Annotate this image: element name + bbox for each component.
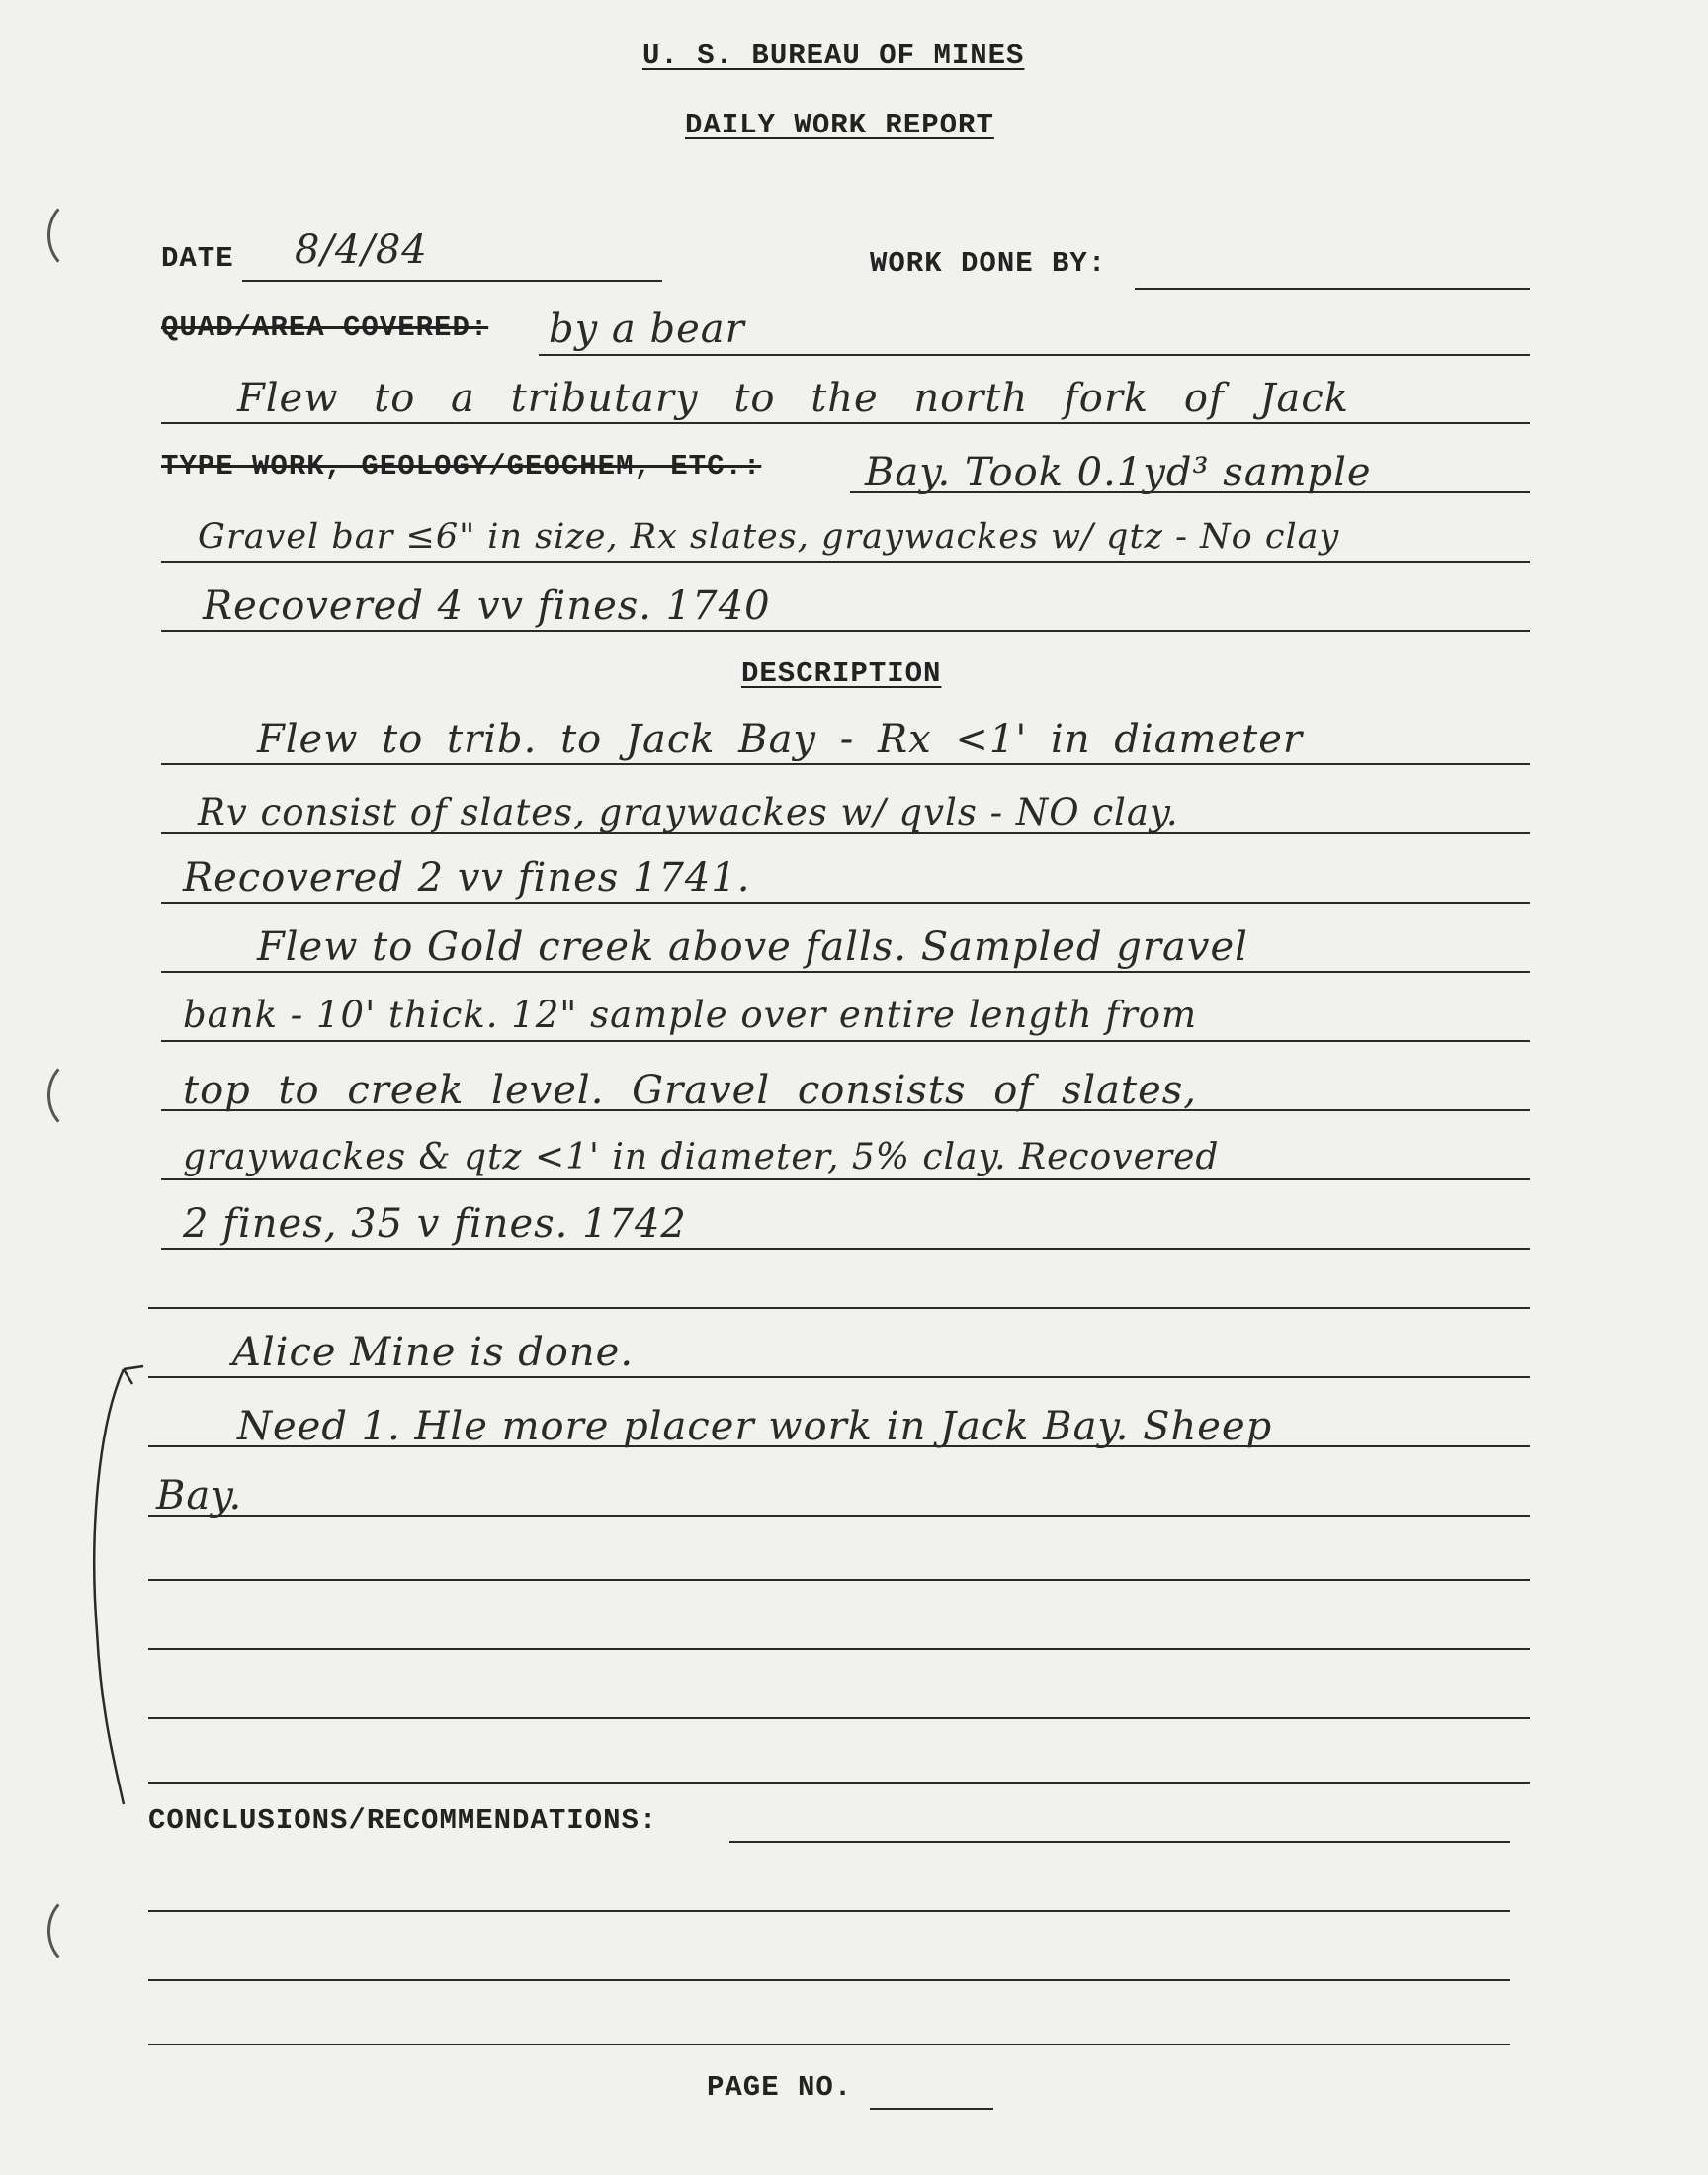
work-done-by-rule [1135, 288, 1530, 290]
handwritten-arrow [69, 1335, 188, 1809]
description-heading: DESCRIPTION [741, 657, 942, 690]
description-rule-4 [161, 971, 1530, 973]
date-label: DATE [161, 242, 234, 275]
type-work-label: TYPE WORK, GEOLOGY/GEOCHEM, ETC.: [161, 450, 762, 482]
description-line-6: top to creek level. Gravel consists of slates, [183, 1068, 1197, 1113]
conclusions-rule-2 [148, 1910, 1510, 1912]
punch-hole-bottom [47, 1893, 113, 1968]
report-agency-title: U. S. BUREAU OF MINES [642, 40, 1025, 72]
date-value: 8/4/84 [295, 227, 428, 273]
conclusions-rule-1 [729, 1841, 1510, 1843]
quad-label: QUAD/AREA COVERED: [161, 311, 489, 344]
page-no-label: PAGE NO. [707, 2071, 853, 2104]
description-rule-10 [148, 1376, 1530, 1378]
description-rule-12 [148, 1515, 1530, 1517]
description-rule-11 [148, 1445, 1530, 1447]
summary-rule-2 [850, 491, 1530, 493]
description-line-3: Recovered 2 vv fines 1741. [183, 855, 751, 901]
description-rule-9 [148, 1307, 1530, 1309]
description-rule-7 [161, 1178, 1530, 1180]
description-rule-14 [148, 1648, 1530, 1650]
work-done-by-label: WORK DONE BY: [870, 247, 1107, 280]
description-line-4: Flew to Gold creek above falls. Sampled gravel [257, 924, 1248, 970]
description-line-12: Bay. [156, 1473, 243, 1519]
description-rule-3 [161, 902, 1530, 904]
description-rule-2 [161, 832, 1530, 834]
punch-hole-middle [47, 1058, 113, 1133]
description-line-7: graywackes & qtz <1' in diameter, 5% clay. Recovered [183, 1137, 1220, 1177]
page-no-rule [870, 2108, 993, 2110]
conclusions-rule-4 [148, 2044, 1510, 2045]
description-line-2: Rv consist of slates, graywackes w/ qvls - NO clay. [198, 791, 1179, 833]
description-rule-8 [161, 1248, 1530, 1250]
description-line-5: bank - 10' thick. 12" sample over entire length from [183, 994, 1198, 1036]
summary-line-1: Flew to a tributary to the north fork of Jack [237, 376, 1350, 421]
description-line-8: 2 fines, 35 v fines. 1742 [183, 1201, 687, 1247]
description-rule-1 [161, 763, 1530, 765]
description-line-10: Alice Mine is done. [232, 1330, 635, 1375]
summary-line-4: Recovered 4 vv fines. 1740 [203, 583, 771, 629]
report-form-title: DAILY WORK REPORT [685, 109, 994, 141]
quad-value: by a bear [549, 306, 745, 352]
date-rule [242, 280, 662, 282]
description-rule-6 [161, 1109, 1530, 1111]
description-rule-15 [148, 1717, 1530, 1719]
description-rule-16 [148, 1782, 1530, 1784]
conclusions-label: CONCLUSIONS/RECOMMENDATIONS: [148, 1804, 658, 1837]
summary-rule-4 [161, 630, 1530, 632]
quad-rule [539, 354, 1530, 356]
summary-line-2: Bay. Took 0.1yd³ sample [865, 450, 1372, 495]
summary-line-3: Gravel bar ≤6" in size, Rx slates, graywackes w/ qtz - No clay [198, 517, 1340, 557]
description-rule-13 [148, 1579, 1530, 1581]
description-line-1: Flew to trib. to Jack Bay - Rx <1' in diameter [257, 717, 1304, 762]
summary-rule-3 [161, 561, 1530, 563]
summary-rule-1 [161, 422, 1530, 424]
description-line-11: Need 1. Hle more placer work in Jack Bay. Sheep [237, 1404, 1273, 1449]
punch-hole-top [47, 198, 113, 273]
conclusions-rule-3 [148, 1979, 1510, 1981]
description-rule-5 [161, 1040, 1530, 1042]
